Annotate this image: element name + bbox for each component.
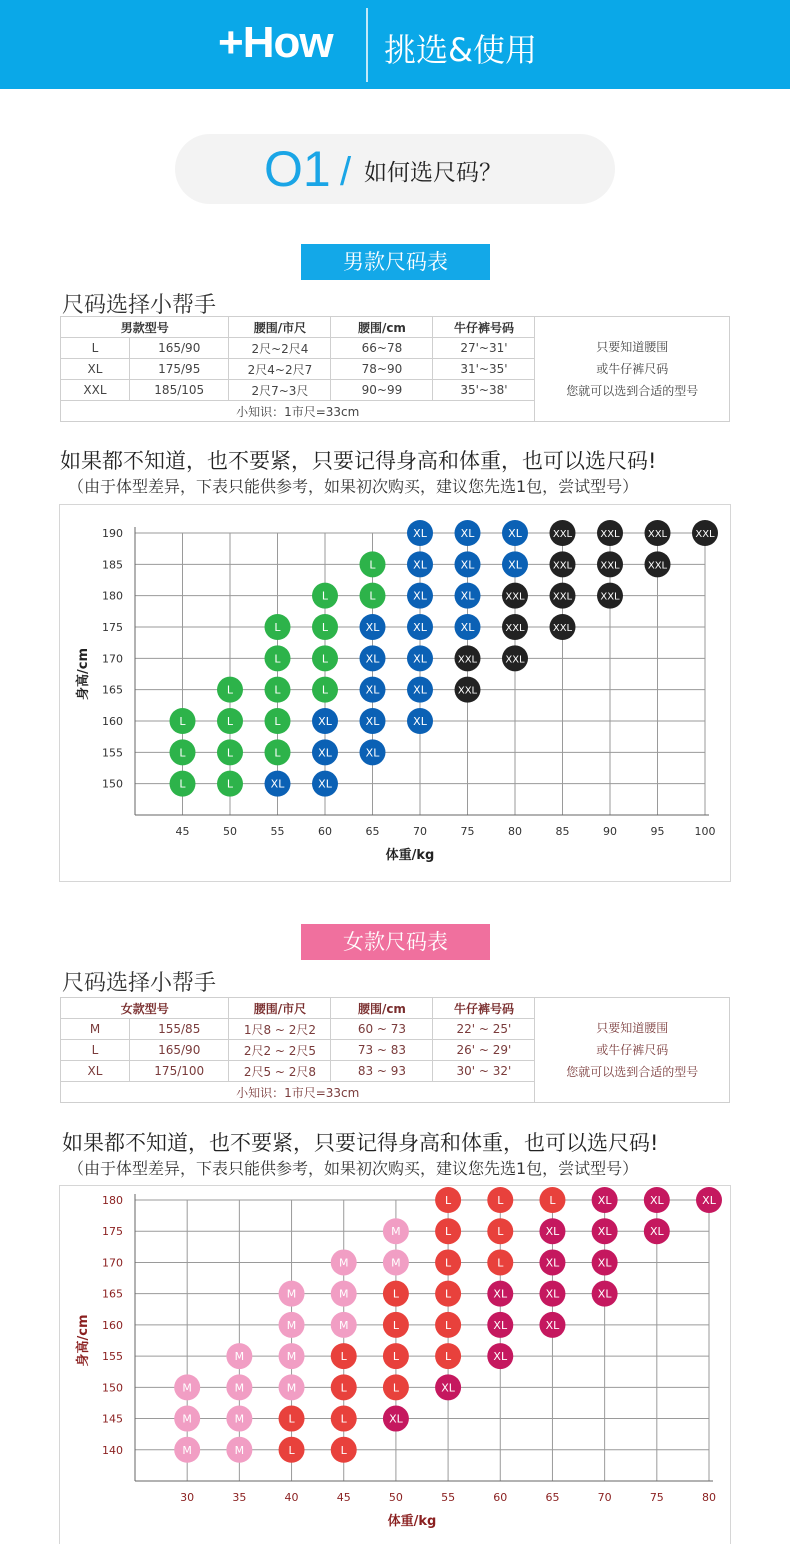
point-label: XL [493, 1350, 508, 1364]
table-header: 腰围/cm [331, 998, 433, 1019]
table-header: 女款型号 [61, 998, 229, 1019]
women-size-chart [60, 1186, 730, 1544]
point-label: XXL [505, 654, 525, 666]
point-label: XXL [600, 591, 620, 603]
x-tick-label: 45 [175, 825, 190, 838]
table-cell: L [61, 338, 130, 359]
point-label: XL [413, 683, 427, 697]
point-label: XL [389, 1412, 403, 1426]
point-label: L [274, 746, 281, 760]
table-tip: 小知识：1市尺=33cm [61, 401, 535, 422]
point-label: XXL [647, 529, 668, 540]
point-label: L [274, 652, 281, 666]
x-axis-title: 体重/kg [385, 848, 435, 863]
y-tick-label: 190 [102, 527, 123, 540]
point-label: XL [441, 1381, 455, 1395]
point-label: XXL [552, 560, 573, 572]
table-cell: 185/105 [130, 380, 229, 401]
x-tick-label: 50 [388, 1491, 403, 1504]
women-chart-box [59, 1185, 731, 1544]
point-label: XL [597, 1225, 612, 1239]
point-label: L [369, 558, 376, 572]
x-tick-label: 90 [603, 825, 617, 838]
y-tick-label: 180 [102, 1194, 123, 1207]
point-label: L [549, 1194, 556, 1207]
point-label: XL [413, 558, 427, 572]
women-size-table [60, 997, 730, 1103]
point-label: L [369, 589, 376, 603]
point-label: XL [597, 1194, 612, 1207]
point-label: XL [545, 1256, 560, 1270]
point-label: XL [270, 777, 285, 791]
table-cell: 27'~31' [433, 338, 535, 359]
y-tick-label: 180 [102, 589, 123, 603]
point-label: L [321, 621, 329, 634]
point-label: L [340, 1350, 347, 1364]
table-header: 腰围/市尺 [229, 317, 331, 338]
point-label: XL [413, 621, 427, 634]
point-label: XXL [552, 529, 573, 540]
point-label: XL [318, 777, 332, 791]
x-tick-label: 80 [508, 825, 522, 838]
table-cell: 78~90 [331, 359, 433, 380]
men-guide-line: 如果都不知道，也不要紧，只要记得身高和体重，也可以选尺码! [60, 449, 657, 473]
x-tick-label: 95 [650, 825, 665, 838]
y-tick-label: 165 [102, 1287, 123, 1301]
x-tick-label: 40 [284, 1491, 299, 1504]
x-tick-label: 35 [232, 1491, 247, 1504]
y-tick-label: 175 [102, 621, 123, 634]
point-label: L [445, 1350, 452, 1364]
point-label: XXL [552, 623, 573, 634]
point-label: XL [649, 1194, 664, 1207]
point-label: M [234, 1443, 245, 1457]
men-size-badge: 男款尺码表 [301, 244, 490, 280]
point-label: L [226, 715, 234, 728]
x-tick-label: 75 [649, 1491, 664, 1504]
table-cell: 165/90 [130, 1040, 229, 1061]
point-label: L [340, 1412, 347, 1426]
point-label: L [497, 1256, 504, 1270]
header-divider [366, 8, 368, 82]
women-guide-note: （由于体型差异，下表只能供参考，如果初次购买，建议您先选1包，尝试型号） [68, 1159, 639, 1178]
table-cell: 73 ~ 83 [331, 1040, 433, 1061]
women-guide-line: 如果都不知道，也不要紧，只要记得身高和体重，也可以选尺码! [62, 1131, 659, 1155]
point-label: M [286, 1350, 297, 1364]
y-tick-label: 150 [102, 777, 123, 791]
point-label: L [497, 1194, 504, 1207]
table-header: 牛仔裤号码 [433, 317, 535, 338]
y-tick-label: 145 [102, 1412, 123, 1426]
x-tick-label: 30 [180, 1491, 195, 1504]
x-axis-title: 体重/kg [387, 1514, 437, 1529]
point-label: L [445, 1256, 452, 1270]
point-label: M [338, 1256, 349, 1270]
point-label: L [226, 777, 234, 791]
table-cell: M [61, 1019, 130, 1040]
point-label: M [391, 1225, 401, 1239]
table-cell: 90~99 [331, 380, 433, 401]
table-cell: 165/90 [130, 338, 229, 359]
point-label: L [340, 1443, 347, 1457]
y-tick-label: 170 [102, 1256, 123, 1270]
table-cell: 2尺4~2尺7 [229, 359, 331, 380]
point-label: XXL [695, 529, 715, 540]
point-label: M [286, 1318, 297, 1332]
y-tick-label: 140 [102, 1443, 123, 1457]
x-tick-label: 70 [413, 825, 427, 838]
table-cell: 26' ~ 29' [433, 1040, 535, 1061]
men-chart-box [59, 504, 731, 882]
point-label: XL [460, 621, 475, 634]
point-label: XL [649, 1225, 664, 1239]
point-label: XXL [457, 654, 478, 666]
point-label: L [179, 777, 186, 791]
point-label: M [391, 1256, 401, 1270]
point-label: XL [597, 1287, 612, 1301]
table-header: 男款型号 [61, 317, 229, 338]
x-tick-label: 65 [365, 825, 380, 838]
table-note [535, 317, 730, 422]
table-cell: 22' ~ 25' [433, 1019, 535, 1040]
y-tick-label: 150 [102, 1381, 123, 1395]
point-label: XXL [647, 560, 668, 572]
section-number: O1 [264, 141, 331, 197]
y-tick-label: 170 [102, 652, 123, 666]
note-line: 或牛仔裤尺码 [596, 362, 669, 376]
point-label: XL [460, 558, 475, 572]
point-label: L [288, 1443, 295, 1457]
section-slash: / [340, 150, 352, 194]
point-label: XL [365, 621, 380, 634]
point-label: L [392, 1350, 399, 1364]
table-cell: 30' ~ 32' [433, 1061, 535, 1082]
point-label: M [182, 1443, 192, 1457]
point-label: L [321, 652, 329, 666]
point-label: XL [318, 746, 332, 760]
point-label: XL [493, 1318, 508, 1332]
note-line: 您就可以选到合适的型号 [566, 1065, 699, 1079]
table-cell: 83 ~ 93 [331, 1061, 433, 1082]
point-label: L [179, 715, 186, 728]
point-label: XL [460, 589, 475, 603]
women-helper-title: 尺码选择小帮手 [62, 971, 217, 996]
point-label: L [445, 1225, 452, 1239]
men-helper-title: 尺码选择小帮手 [62, 293, 217, 318]
point-label: XL [365, 652, 380, 666]
point-label: M [286, 1287, 297, 1301]
men-size-chart [60, 505, 730, 881]
table-cell: 35'~38' [433, 380, 535, 401]
x-tick-label: 55 [441, 1491, 456, 1504]
table-cell: 1尺8 ~ 2尺2 [229, 1019, 331, 1040]
table-cell: 2尺5 ~ 2尺8 [229, 1061, 331, 1082]
point-label: XXL [600, 560, 620, 572]
y-tick-label: 165 [102, 683, 123, 697]
y-tick-label: 175 [102, 1225, 123, 1239]
point-label: L [274, 621, 281, 634]
table-cell: 31'~35' [433, 359, 535, 380]
point-label: L [179, 746, 186, 760]
point-label: XL [493, 1287, 508, 1301]
y-tick-label: 185 [102, 558, 123, 572]
x-tick-label: 85 [555, 825, 570, 838]
x-tick-label: 60 [493, 1491, 508, 1504]
note-line: 或牛仔裤尺码 [596, 1043, 669, 1057]
point-label: L [288, 1412, 295, 1426]
x-tick-label: 80 [702, 1491, 716, 1504]
x-tick-label: 50 [223, 825, 237, 838]
x-tick-label: 45 [336, 1491, 351, 1504]
point-label: L [497, 1225, 504, 1239]
table-cell: 155/85 [130, 1019, 229, 1040]
point-label: XL [597, 1256, 612, 1270]
point-label: L [226, 746, 234, 760]
point-label: XL [508, 558, 522, 572]
table-header: 腰围/市尺 [229, 998, 331, 1019]
section-question: 如何选尺码？ [364, 160, 502, 186]
table-cell: 2尺7~3尺 [229, 380, 331, 401]
point-label: M [182, 1381, 192, 1395]
table-cell: 175/100 [130, 1061, 229, 1082]
point-label: XL [460, 527, 475, 540]
point-label: M [286, 1381, 297, 1395]
table-cell: 2尺2 ~ 2尺5 [229, 1040, 331, 1061]
y-tick-label: 160 [102, 715, 123, 728]
x-tick-label: 60 [318, 825, 332, 838]
x-tick-label: 70 [597, 1491, 612, 1504]
point-label: XXL [552, 591, 573, 603]
y-axis-title: 身高/cm [76, 1314, 91, 1367]
point-label: L [340, 1381, 347, 1395]
how-title: +How [218, 18, 333, 67]
point-label: L [445, 1287, 452, 1301]
table-cell: XL [61, 1061, 130, 1082]
point-label: XL [545, 1225, 560, 1239]
point-label: XL [413, 527, 427, 540]
table-header: 牛仔裤号码 [433, 998, 535, 1019]
x-tick-label: 100 [694, 825, 716, 838]
point-label: XXL [600, 529, 620, 540]
point-label: XL [365, 683, 380, 697]
point-label: L [392, 1318, 399, 1332]
x-tick-label: 65 [545, 1491, 560, 1504]
point-label: XL [413, 589, 427, 603]
point-label: XL [365, 746, 380, 760]
point-label: XL [318, 715, 332, 728]
note-line: 您就可以选到合适的型号 [566, 384, 699, 398]
header-subtitle: 挑选&使用 [384, 31, 537, 69]
y-axis-title: 身高/cm [76, 647, 91, 701]
point-label: XXL [457, 685, 478, 697]
table-tip: 小知识：1市尺=33cm [61, 1082, 535, 1103]
point-label: L [392, 1287, 399, 1301]
point-label: L [392, 1381, 399, 1395]
table-cell: 60 ~ 73 [331, 1019, 433, 1040]
point-label: XL [702, 1194, 716, 1207]
point-label: XL [508, 527, 522, 540]
point-label: XXL [505, 623, 525, 634]
y-tick-label: 155 [102, 1350, 123, 1364]
point-label: M [182, 1412, 192, 1426]
men-guide-note: （由于体型差异，下表只能供参考，如果初次购买，建议您先选1包，尝试型号） [68, 477, 639, 496]
women-size-badge: 女款尺码表 [301, 924, 490, 960]
point-label: L [274, 683, 281, 697]
note-line: 只要知道腰围 [596, 1021, 669, 1035]
table-cell: L [61, 1040, 130, 1061]
table-cell: XL [61, 359, 130, 380]
point-label: XL [365, 715, 380, 728]
point-label: XL [545, 1318, 560, 1332]
x-tick-label: 75 [460, 825, 475, 838]
point-label: M [338, 1318, 349, 1332]
point-label: L [445, 1318, 452, 1332]
y-tick-label: 160 [102, 1318, 123, 1332]
table-header: 腰围/cm [331, 317, 433, 338]
table-cell: 66~78 [331, 338, 433, 359]
point-label: XL [545, 1287, 560, 1301]
men-size-table [60, 316, 730, 422]
table-cell: 2尺~2尺4 [229, 338, 331, 359]
point-label: L [274, 715, 281, 728]
table-cell: XXL [61, 380, 130, 401]
point-label: XXL [505, 591, 525, 603]
point-label: L [226, 683, 234, 697]
table-note [535, 998, 730, 1103]
note-line: 只要知道腰围 [596, 340, 669, 354]
point-label: XL [413, 715, 427, 728]
point-label: XL [413, 652, 427, 666]
point-label: M [234, 1350, 245, 1364]
point-label: M [234, 1381, 245, 1395]
table-cell: 175/95 [130, 359, 229, 380]
point-label: L [321, 683, 329, 697]
point-label: M [234, 1412, 245, 1426]
y-tick-label: 155 [102, 746, 123, 760]
point-label: L [321, 589, 329, 603]
x-tick-label: 55 [270, 825, 285, 838]
point-label: M [338, 1287, 349, 1301]
point-label: L [445, 1194, 452, 1207]
